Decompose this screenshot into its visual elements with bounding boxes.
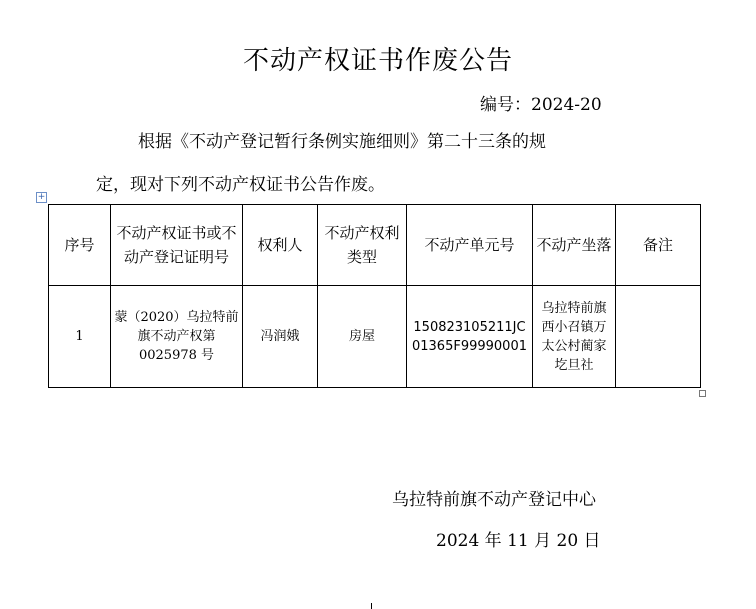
paragraph-line-2: 定，现对下列不动产权证书公告作废。 bbox=[96, 175, 385, 195]
header-cert: 不动产权证书或不动产登记证明号 bbox=[111, 205, 243, 286]
table-move-handle-icon[interactable]: + bbox=[37, 192, 46, 202]
cell-location: 乌拉特前旗西小召镇万太公村蔺家圪旦社 bbox=[533, 286, 616, 388]
notice-title: 不动产权证书作废公告 bbox=[242, 46, 513, 76]
issue-date: 2024 年 11 月 20 日 bbox=[436, 531, 601, 551]
cell-seq: 1 bbox=[49, 286, 111, 388]
header-holder: 权利人 bbox=[243, 205, 318, 286]
cell-unit-no: 150823105211JC01365F99990001 bbox=[407, 286, 533, 388]
document-number: 编号：2024-20 bbox=[480, 95, 602, 115]
header-right-type: 不动产权利类型 bbox=[318, 205, 407, 286]
cell-holder: 冯润娥 bbox=[243, 286, 318, 388]
header-location: 不动产坐落 bbox=[533, 205, 616, 286]
cell-remark bbox=[616, 286, 701, 388]
cell-cert: 蒙（2020）乌拉特前旗不动产权第 0025978 号 bbox=[111, 286, 243, 388]
header-unit-no: 不动产单元号 bbox=[407, 205, 533, 286]
table-resize-handle[interactable] bbox=[699, 390, 706, 397]
table-header-row bbox=[49, 205, 701, 286]
issuer: 乌拉特前旗不动产登记中心 bbox=[392, 490, 596, 510]
cell-right-type: 房屋 bbox=[318, 286, 407, 388]
paragraph-line-1: 根据《不动产登记暂行条例实施细则》第二十三条的规 bbox=[138, 132, 546, 152]
header-seq: 序号 bbox=[49, 205, 111, 286]
header-remark: 备注 bbox=[616, 205, 701, 286]
void-certificate-table bbox=[48, 204, 701, 388]
text-cursor bbox=[371, 603, 372, 609]
table-row bbox=[49, 286, 701, 388]
